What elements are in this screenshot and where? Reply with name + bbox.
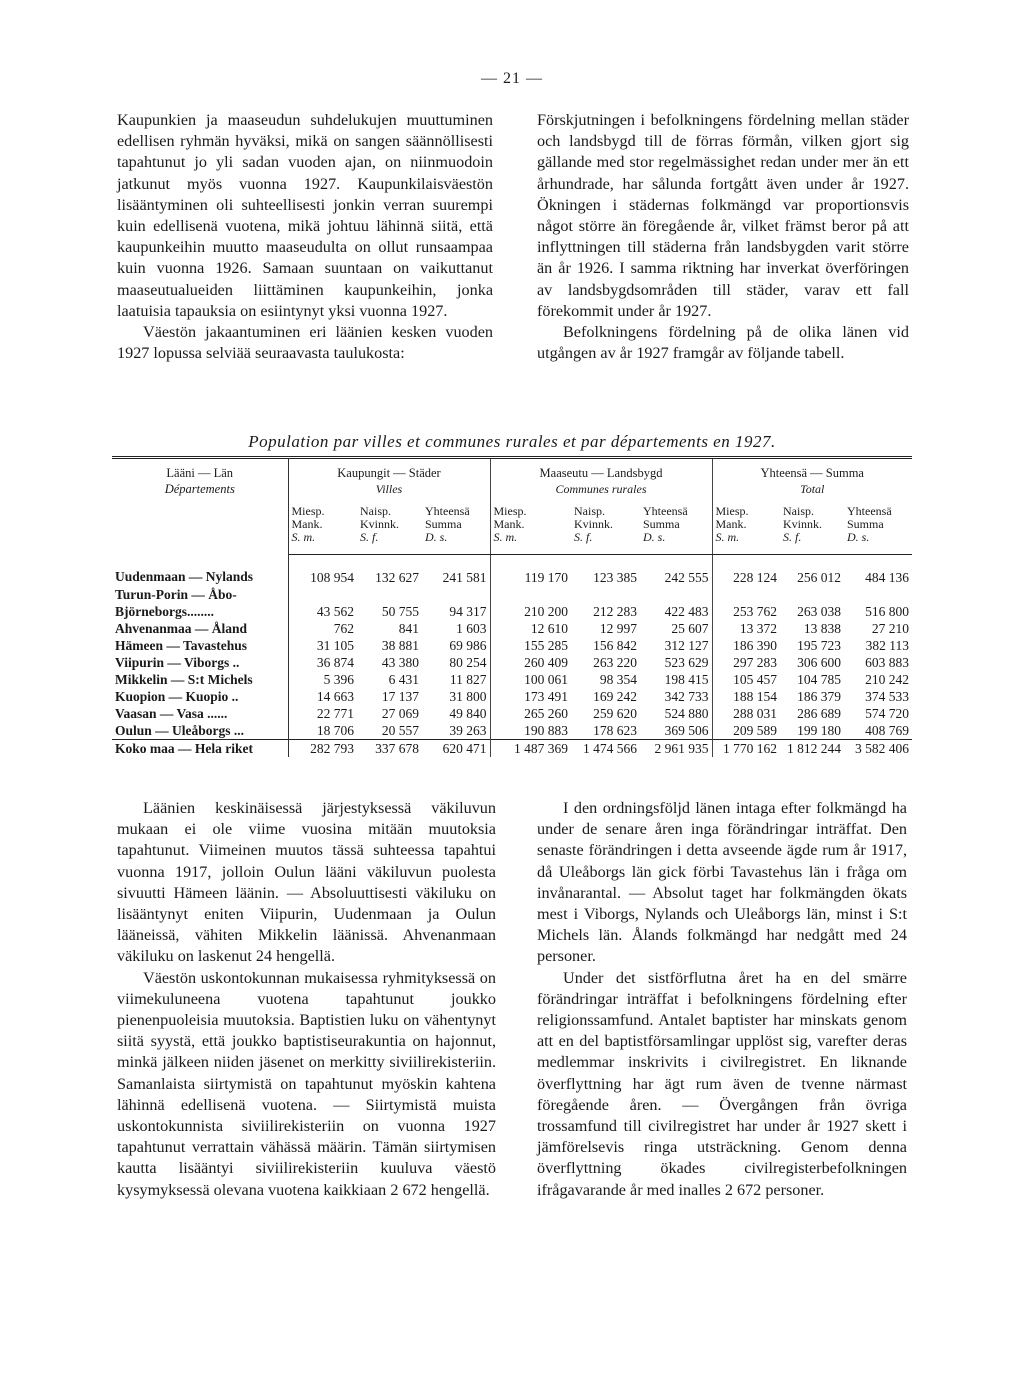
table-cell: 119 170 [524, 569, 568, 585]
population-table [112, 456, 912, 757]
table-cell: 43 380 [381, 654, 419, 670]
table-cell: 337 678 [357, 740, 422, 758]
finnish-intro-text [117, 110, 493, 364]
table-row [112, 603, 912, 620]
table-row [112, 555, 912, 587]
table-cell: 516 800 [865, 603, 909, 619]
table-cell: 306 600 [797, 654, 841, 670]
table-cell: 27 210 [871, 620, 909, 636]
table-cell: 18 706 [316, 722, 354, 738]
table-cell: 5 396 [323, 671, 354, 687]
table-cell: 242 555 [640, 555, 712, 587]
table-cell: 1 603 [422, 620, 490, 637]
table-cell: 50 755 [381, 603, 419, 619]
table-cell: 36 874 [316, 654, 354, 670]
table-cell: 27 069 [381, 705, 419, 721]
table-cell: 484 136 [865, 569, 909, 585]
table-cell: 523 629 [640, 654, 712, 671]
table-cell [640, 586, 712, 603]
table-cell: 31 105 [316, 637, 354, 653]
group-subtitle: Total [800, 482, 825, 496]
subheader-sum: Yhteensä Summa D. s. [640, 497, 712, 555]
table-cell: 199 180 [797, 722, 841, 738]
table-cell: 108 954 [310, 569, 354, 585]
subheader-women: Naisp. Kvinnk. S. f. [780, 497, 844, 555]
table-row [112, 586, 912, 603]
department-name: Vaasan — Vasa ...... [112, 705, 288, 722]
table-cell: 282 793 [288, 740, 357, 758]
department-name: Ahvenanmaa — Åland [112, 620, 288, 637]
table-cell: 13 838 [803, 620, 841, 636]
page-number: — 21 — [481, 70, 543, 87]
group-header-rural [490, 458, 712, 498]
table-cell: 104 785 [797, 671, 841, 687]
table-cell: 31 800 [422, 688, 490, 705]
table-cell: 1 770 162 [712, 740, 780, 758]
paragraph: Befolkningens fördelning på de olika länen vid utgången av år 1927 framgår av följande tabell. [537, 323, 909, 363]
table-cell: 17 137 [381, 688, 419, 704]
paragraph: Väestön jakaantuminen eri läänien kesken vuoden 1927 lopussa selviää seuraavasta taulukosta: [117, 323, 493, 363]
table-caption: Population par villes et communes rurales et par départements en 1927. [248, 432, 776, 451]
group-title: Yhteensä — Summa [760, 466, 864, 480]
department-name: Uudenmaan — Nylands [112, 555, 288, 587]
table-cell: 2 961 935 [640, 740, 712, 758]
subheader-sum: Yhteensä Summa D. s. [422, 497, 490, 555]
table-cell [780, 586, 844, 603]
subheader-women: Naisp. Kvinnk. S. f. [571, 497, 640, 555]
table-cell: 241 581 [422, 555, 490, 587]
table-body [112, 555, 912, 758]
group-subtitle: Communes rurales [555, 482, 647, 496]
department-name: Turun-Porin — Åbo- [112, 586, 288, 603]
table-cell: 13 372 [739, 620, 777, 636]
table-cell: 80 254 [422, 654, 490, 671]
table-cell: 186 379 [797, 688, 841, 704]
table-cell: 22 771 [316, 705, 354, 721]
table-row [112, 620, 912, 637]
table-row [112, 671, 912, 688]
department-name: Hämeen — Tavastehus [112, 637, 288, 654]
table-cell: 186 390 [733, 637, 777, 653]
finnish-analysis-text [117, 798, 496, 1201]
table-cell: 265 260 [524, 705, 568, 721]
table-cell: 12 997 [599, 620, 637, 636]
paragraph: Förskjutningen i befolkningens fördelning mellan städer och landsbygd till de förras förmån, vilken gjort sig gällande med stor regelmässighet redan under mer än ett århundrade, har sålunda fortgått även under år 1927. Ökningen i städernas folkmängd var proportionsvis något större än föregående år, vilket främst beror på att inflyttningen till städerna från landsbygden varit större än år 1926. I samma riktning har inverkat överföringen av landsbygdsområden till städer, varav ett fall förekommit under år 1927. [537, 111, 909, 320]
table-cell: 297 283 [733, 654, 777, 670]
table-cell: 263 220 [593, 654, 637, 670]
paragraph: Kaupunkien ja maaseudun suhdelukujen muuttuminen edellisen ryhmän hyväksi, mikä on sangen säännöllisesti tapahtunut jo yli sadan vuoden ajan, on niinmuodoin jatkunut myös vuonna 1927. Kaupunkilaisväestön lisääntyminen oli suhteellisesti jonkin verran suurempi kuin edellisenä vuotena, mikä johtuu lähinnä siitä, että kaupunkeihin muutto maaseudulta on ollut runsaampaa kuin vuonna 1926. Samaan suuntaan on vaikuttanut maaseutualueiden liittäminen kaupunkeihin, jonka laatuisia tapauksia on esiintynyt yksi vuonna 1927. [117, 111, 493, 320]
table-cell: 841 [398, 620, 419, 636]
table-cell: 603 883 [865, 654, 909, 670]
group-header-total [712, 458, 912, 498]
table-cell: 620 471 [422, 740, 490, 758]
table-cell: 1 474 566 [571, 740, 640, 758]
table-cell: 123 385 [593, 569, 637, 585]
table-cell: 288 031 [733, 705, 777, 721]
department-header-label: Lääni — Län [166, 466, 234, 480]
table-cell: 169 242 [593, 688, 637, 704]
table-cell: 155 285 [524, 637, 568, 653]
table-cell: 178 623 [593, 722, 637, 738]
paragraph: Läänien keskinäisessä järjestyksessä väkiluvun mukaan ei ole viime vuosina mitään muutoksia tapahtunut. Viimeinen muutos tässä suhteessa tapahtui vuonna 1917, jolloin Oulun lääni väkiluvun puolesta sivuutti Hämeen läänin. — Absoluuttisesti väkiluku on lisääntynyt eniten Viipurin, Uudenmaan ja Oulun lääneissä, vähiten Mikkelin läänissä. Ahvenanmaan väkiluku on laskenut 24 hengellä. [117, 799, 496, 966]
table-cell: 209 589 [733, 722, 777, 738]
table-cell: 25 607 [640, 620, 712, 637]
table-cell: 198 415 [640, 671, 712, 688]
group-header-towns [288, 458, 490, 498]
table-cell: 69 986 [422, 637, 490, 654]
group-title: Maaseutu — Landsbygd [539, 466, 663, 480]
table-cell: 43 562 [316, 603, 354, 619]
group-subtitle: Villes [375, 482, 403, 496]
table-row [112, 637, 912, 654]
table-cell: 156 842 [593, 637, 637, 653]
department-name: Mikkelin — S:t Michels [112, 671, 288, 688]
table-cell: 256 012 [797, 569, 841, 585]
table-cell: 228 124 [733, 569, 777, 585]
table-cell: 49 840 [422, 705, 490, 722]
table-row [112, 688, 912, 705]
table-cell: 259 620 [593, 705, 637, 721]
table-cell: 195 723 [797, 637, 841, 653]
table-cell: 210 200 [524, 603, 568, 619]
table-cell: 342 733 [640, 688, 712, 705]
table-cell [712, 586, 780, 603]
table-cell: 408 769 [865, 722, 909, 738]
table-cell: 253 762 [733, 603, 777, 619]
table-cell: 212 283 [593, 603, 637, 619]
department-name: Koko maa — Hela riket [112, 740, 288, 758]
department-name: Kuopion — Kuopio .. [112, 688, 288, 705]
department-header [112, 458, 288, 555]
paragraph: Väestön uskontokunnan mukaisessa ryhmityksessä on viimekuluneena vuotena tapahtunut joukko pienenpuoleisia muutoksia. Baptistien luku on vähentynyt siitä syystä, että joukko baptistiseurakuntia on hajonnut, minkä jälkeen niiden jäsenet on merkitty siviilirekisteriin. Samanlaista siirtymistä on tapahtunut myöskin kahtena lähinnä edellisenä vuotena. — Siirtymistä muista uskontokunnista siviilirekisteriin on vuonna 1927 tapahtunut verrattain vähässä määrin. Tämän siirtymisen kautta lisääntyi siviilirekisteriin kuuluva väestö kysymyksessä olevana vuotena kaikkiaan 2 672 hengellä. [117, 968, 496, 1199]
table-cell: 762 [333, 620, 354, 636]
subheader-men: Miesp. Mank. S. m. [490, 497, 571, 555]
table-cell: 39 263 [422, 722, 490, 740]
table-total-row [112, 740, 912, 758]
table-cell: 524 880 [640, 705, 712, 722]
table-cell: 190 883 [524, 722, 568, 738]
swedish-intro-text [537, 110, 909, 364]
table-cell: 374 533 [865, 688, 909, 704]
table-cell: 1 487 369 [490, 740, 571, 758]
subheader-men: Miesp. Mank. S. m. [712, 497, 780, 555]
table-cell: 38 881 [381, 637, 419, 653]
table-cell [844, 586, 912, 603]
table-cell: 105 457 [733, 671, 777, 687]
table-cell: 574 720 [865, 705, 909, 721]
table-cell: 6 431 [388, 671, 419, 687]
table-cell: 369 506 [640, 722, 712, 740]
table-cell: 3 582 406 [844, 740, 912, 758]
table-cell: 12 610 [530, 620, 568, 636]
table-cell: 20 557 [381, 722, 419, 738]
department-name: Björneborgs........ [112, 603, 288, 620]
subheader-men: Miesp. Mank. S. m. [288, 497, 357, 555]
subheader-women: Naisp. Kvinnk. S. f. [357, 497, 422, 555]
table-cell: 14 663 [316, 688, 354, 704]
table-cell [288, 586, 357, 603]
department-name: Viipurin — Viborgs .. [112, 654, 288, 671]
table-cell: 422 483 [640, 603, 712, 620]
department-header-french: Départements [164, 482, 235, 496]
table-cell [490, 586, 571, 603]
department-name: Oulun — Uleåborgs ... [112, 722, 288, 740]
table-cell: 98 354 [599, 671, 637, 687]
table-row [112, 705, 912, 722]
table-cell: 312 127 [640, 637, 712, 654]
table-cell: 173 491 [524, 688, 568, 704]
table-cell [422, 586, 490, 603]
paragraph: I den ordningsföljd länen intaga efter folkmängd ha under de senare åren inga förändringar inträffat. Den senaste förändringen i detta avseende ägde rum år 1917, då Uleåborgs län gick förbi Tavastehus län i fråga om invånarantal. — Absolut taget har folkmängden ökats mest i Viborgs, Nylands och Uleåborgs län, minst i S:t Michels län. Ålands folkmängd har nedgått med 24 personer. [537, 799, 907, 966]
table-cell: 260 409 [524, 654, 568, 670]
table-cell: 100 061 [524, 671, 568, 687]
table-cell: 382 113 [865, 637, 909, 653]
subheader-sum: Yhteensä Summa D. s. [844, 497, 912, 555]
group-title: Kaupungit — Städer [337, 466, 441, 480]
table-row [112, 722, 912, 740]
table-cell [357, 586, 422, 603]
swedish-analysis-text [537, 798, 907, 1201]
table-cell: 94 317 [422, 603, 490, 620]
table-cell: 263 038 [797, 603, 841, 619]
table-cell: 1 812 244 [780, 740, 844, 758]
table-cell: 188 154 [733, 688, 777, 704]
table-cell: 11 827 [422, 671, 490, 688]
table-cell: 132 627 [375, 569, 419, 585]
paragraph: Under det sistförflutna året ha en del smärre förändringar inträffat i befolkningens fördelning efter religionssamfund. Antalet baptister har minskats genom att en del baptistförsamlingar upplöst sig, varefter deras medlemmar inskrivits i civilregistret. En liknande överflyttning har ägt rum även de tvenne närmast föregående åren. — Övergången från övriga trossamfund till civilregistret har under år 1927 skett i jämförelsevis ringa utsträckning. Genom denna överflyttning ökades civilregisterbefolkningen ifrågavarande år med inalles 2 672 personer. [537, 968, 907, 1199]
table-cell: 286 689 [797, 705, 841, 721]
table-cell [571, 586, 640, 603]
table-row [112, 654, 912, 671]
table-cell: 210 242 [865, 671, 909, 687]
